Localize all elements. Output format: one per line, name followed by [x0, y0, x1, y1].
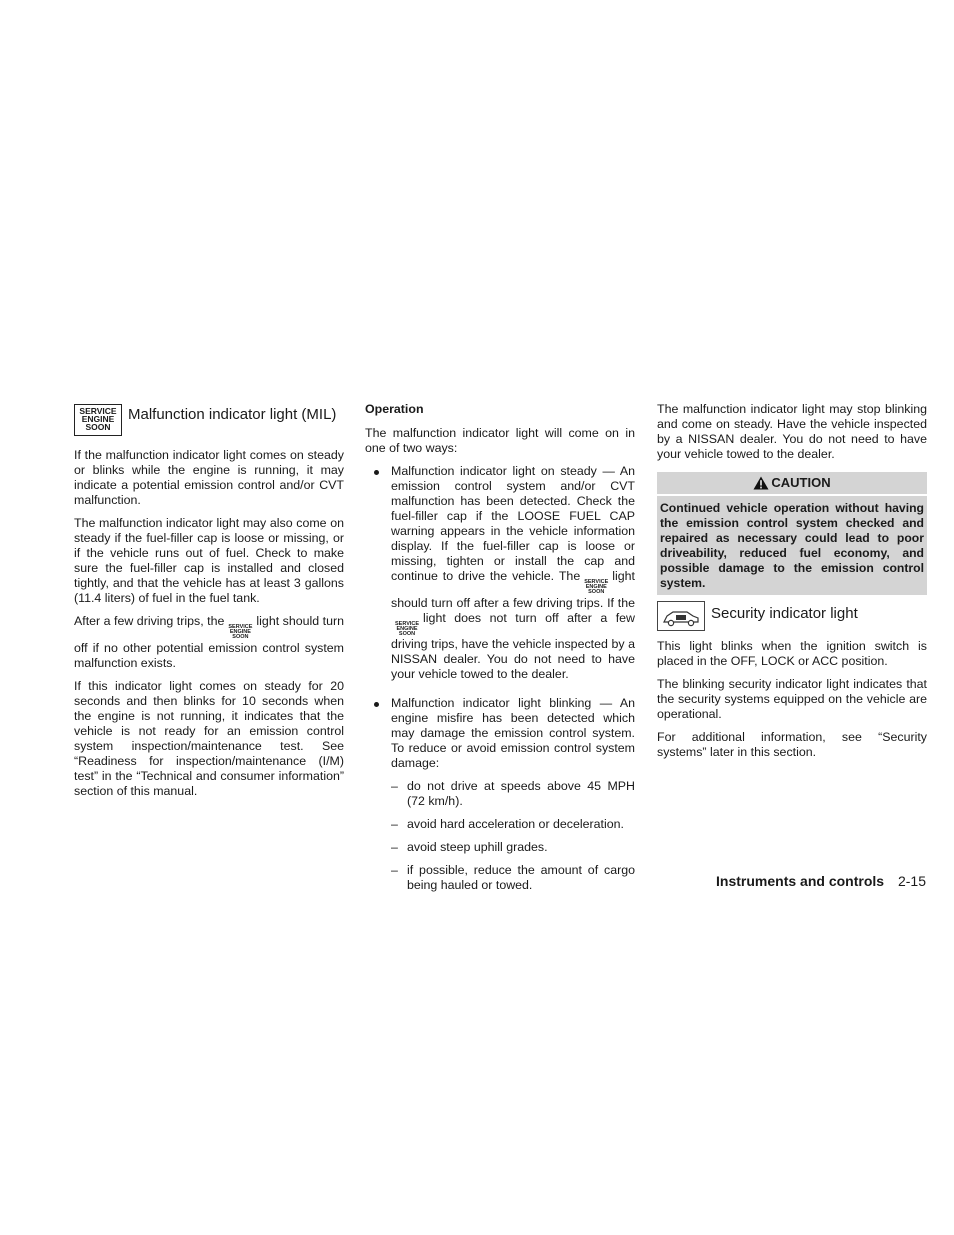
middle-column	[365, 402, 635, 907]
dash-icon: –	[391, 817, 398, 832]
paragraph: For additional information, see “Security systems” later in this section.	[657, 730, 927, 759]
service-engine-soon-icon: SERVICE ENGINE SOON	[228, 624, 253, 641]
dash-item: – avoid hard acceleration or deceleration.	[391, 817, 624, 832]
section-title-security: Security indicator light	[711, 605, 858, 622]
right-column	[657, 402, 927, 768]
dash-list	[391, 779, 635, 893]
section-title-mil: Malfunction indicator light (MIL)	[128, 406, 337, 423]
list-item: Malfunction indicator light on steady — An emission control system and/or CVT malfunction has been detected. Check the fuel-filler cap if the LOOSE FUEL CAP warning appears in the vehicle information display. If the fuel-filler cap is loose or missing, tighten or install the cap and continue to drive the vehicle. The SERVICE ENGINE SOON light should turn off after a few driving trips. If the SERVICE ENGINE SOON light does not turn off after a few driving trips, have the vehicle inspected by a NISSAN dealer. You do not need to have your vehicle towed to the dealer.	[365, 464, 635, 682]
warning-triangle-icon	[753, 476, 769, 490]
dash-item: – avoid steep uphill grades.	[391, 840, 548, 855]
paragraph: The malfunction indicator light will come on in one of two ways:	[365, 426, 635, 455]
bullet-icon	[374, 702, 379, 707]
footer-section-name: Instruments and controls	[716, 873, 885, 889]
caution-box	[657, 472, 927, 595]
paragraph: The blinking security indicator light indicates that the security systems equipped on the vehicle are operational.	[657, 677, 927, 721]
operation-heading: Operation	[365, 402, 424, 416]
page-footer	[716, 872, 926, 890]
page-number: 2-15	[897, 873, 926, 889]
dash-item: – if possible, reduce the amount of cargo being hauled or towed.	[391, 863, 635, 893]
caution-text: Continued vehicle operation without having the emission control system checked and repaired as necessary could lead to poor driveability, reduced fuel economy, and possible damage to the emission control system.	[660, 501, 924, 590]
service-engine-soon-icon: SERVICE ENGINE SOON	[584, 579, 609, 596]
security-heading	[657, 601, 927, 631]
dash-icon: –	[391, 840, 398, 855]
paragraph: If this indicator light comes on steady for 20 seconds and then blinks for 10 seconds when the engine is not running, it indicates that the vehicle is not ready for an emission control system inspection/maintenance test. See “Readiness for inspection/maintenance (I/M) test” in the “Technical and consumer information” section of this manual.	[74, 678, 344, 798]
mil-heading	[74, 402, 344, 436]
paragraph: The malfunction indicator light may also come on steady if the fuel-filler cap is loose or missing, or if the vehicle runs out of fuel. Check to make sure the fuel-filler cap is installed and closed tightly, and that the vehicle has at least 3 gallons (11.4 liters) of fuel in the fuel tank.	[74, 516, 344, 605]
service-engine-soon-icon: SERVICE ENGINE SOON	[395, 620, 420, 638]
paragraph: After a few driving trips, the SERVICE ENGINE SOON light should turn off if no other potential emission control system malfunction exists.	[74, 614, 344, 670]
bullet-list	[365, 464, 635, 893]
bullet-icon	[374, 470, 379, 475]
dash-icon: –	[391, 863, 398, 878]
service-engine-soon-icon: SERVICE ENGINE SOON	[74, 404, 122, 436]
security-car-icon	[657, 601, 705, 631]
paragraph: If the malfunction indicator light comes on steady or blinks while the engine is running, it may indicate a potential emission control and/or CVT malfunction.	[74, 448, 344, 507]
paragraph: This light blinks when the ignition switch is placed in the OFF, LOCK or ACC position.	[657, 639, 927, 668]
left-column	[74, 402, 344, 807]
list-item: Malfunction indicator light blinking — An engine misfire has been detected which may damage the emission control system. To reduce or avoid emission control system damage: – do not drive at speeds above 45 MPH (72 km/h). – avoid hard acceleration or deceleration. – avoid steep uphill grades. – if possible, reduce the amount of cargo being hauled or towed.	[365, 696, 635, 893]
paragraph: The malfunction indicator light may stop blinking and come on steady. Have the vehicle inspected by a NISSAN dealer. You do not need to have your vehicle towed to the dealer.	[657, 402, 927, 461]
dash-icon: –	[391, 779, 398, 794]
dash-item: – do not drive at speeds above 45 MPH (72 km/h).	[391, 779, 635, 809]
caution-header: CAUTION	[657, 472, 927, 496]
